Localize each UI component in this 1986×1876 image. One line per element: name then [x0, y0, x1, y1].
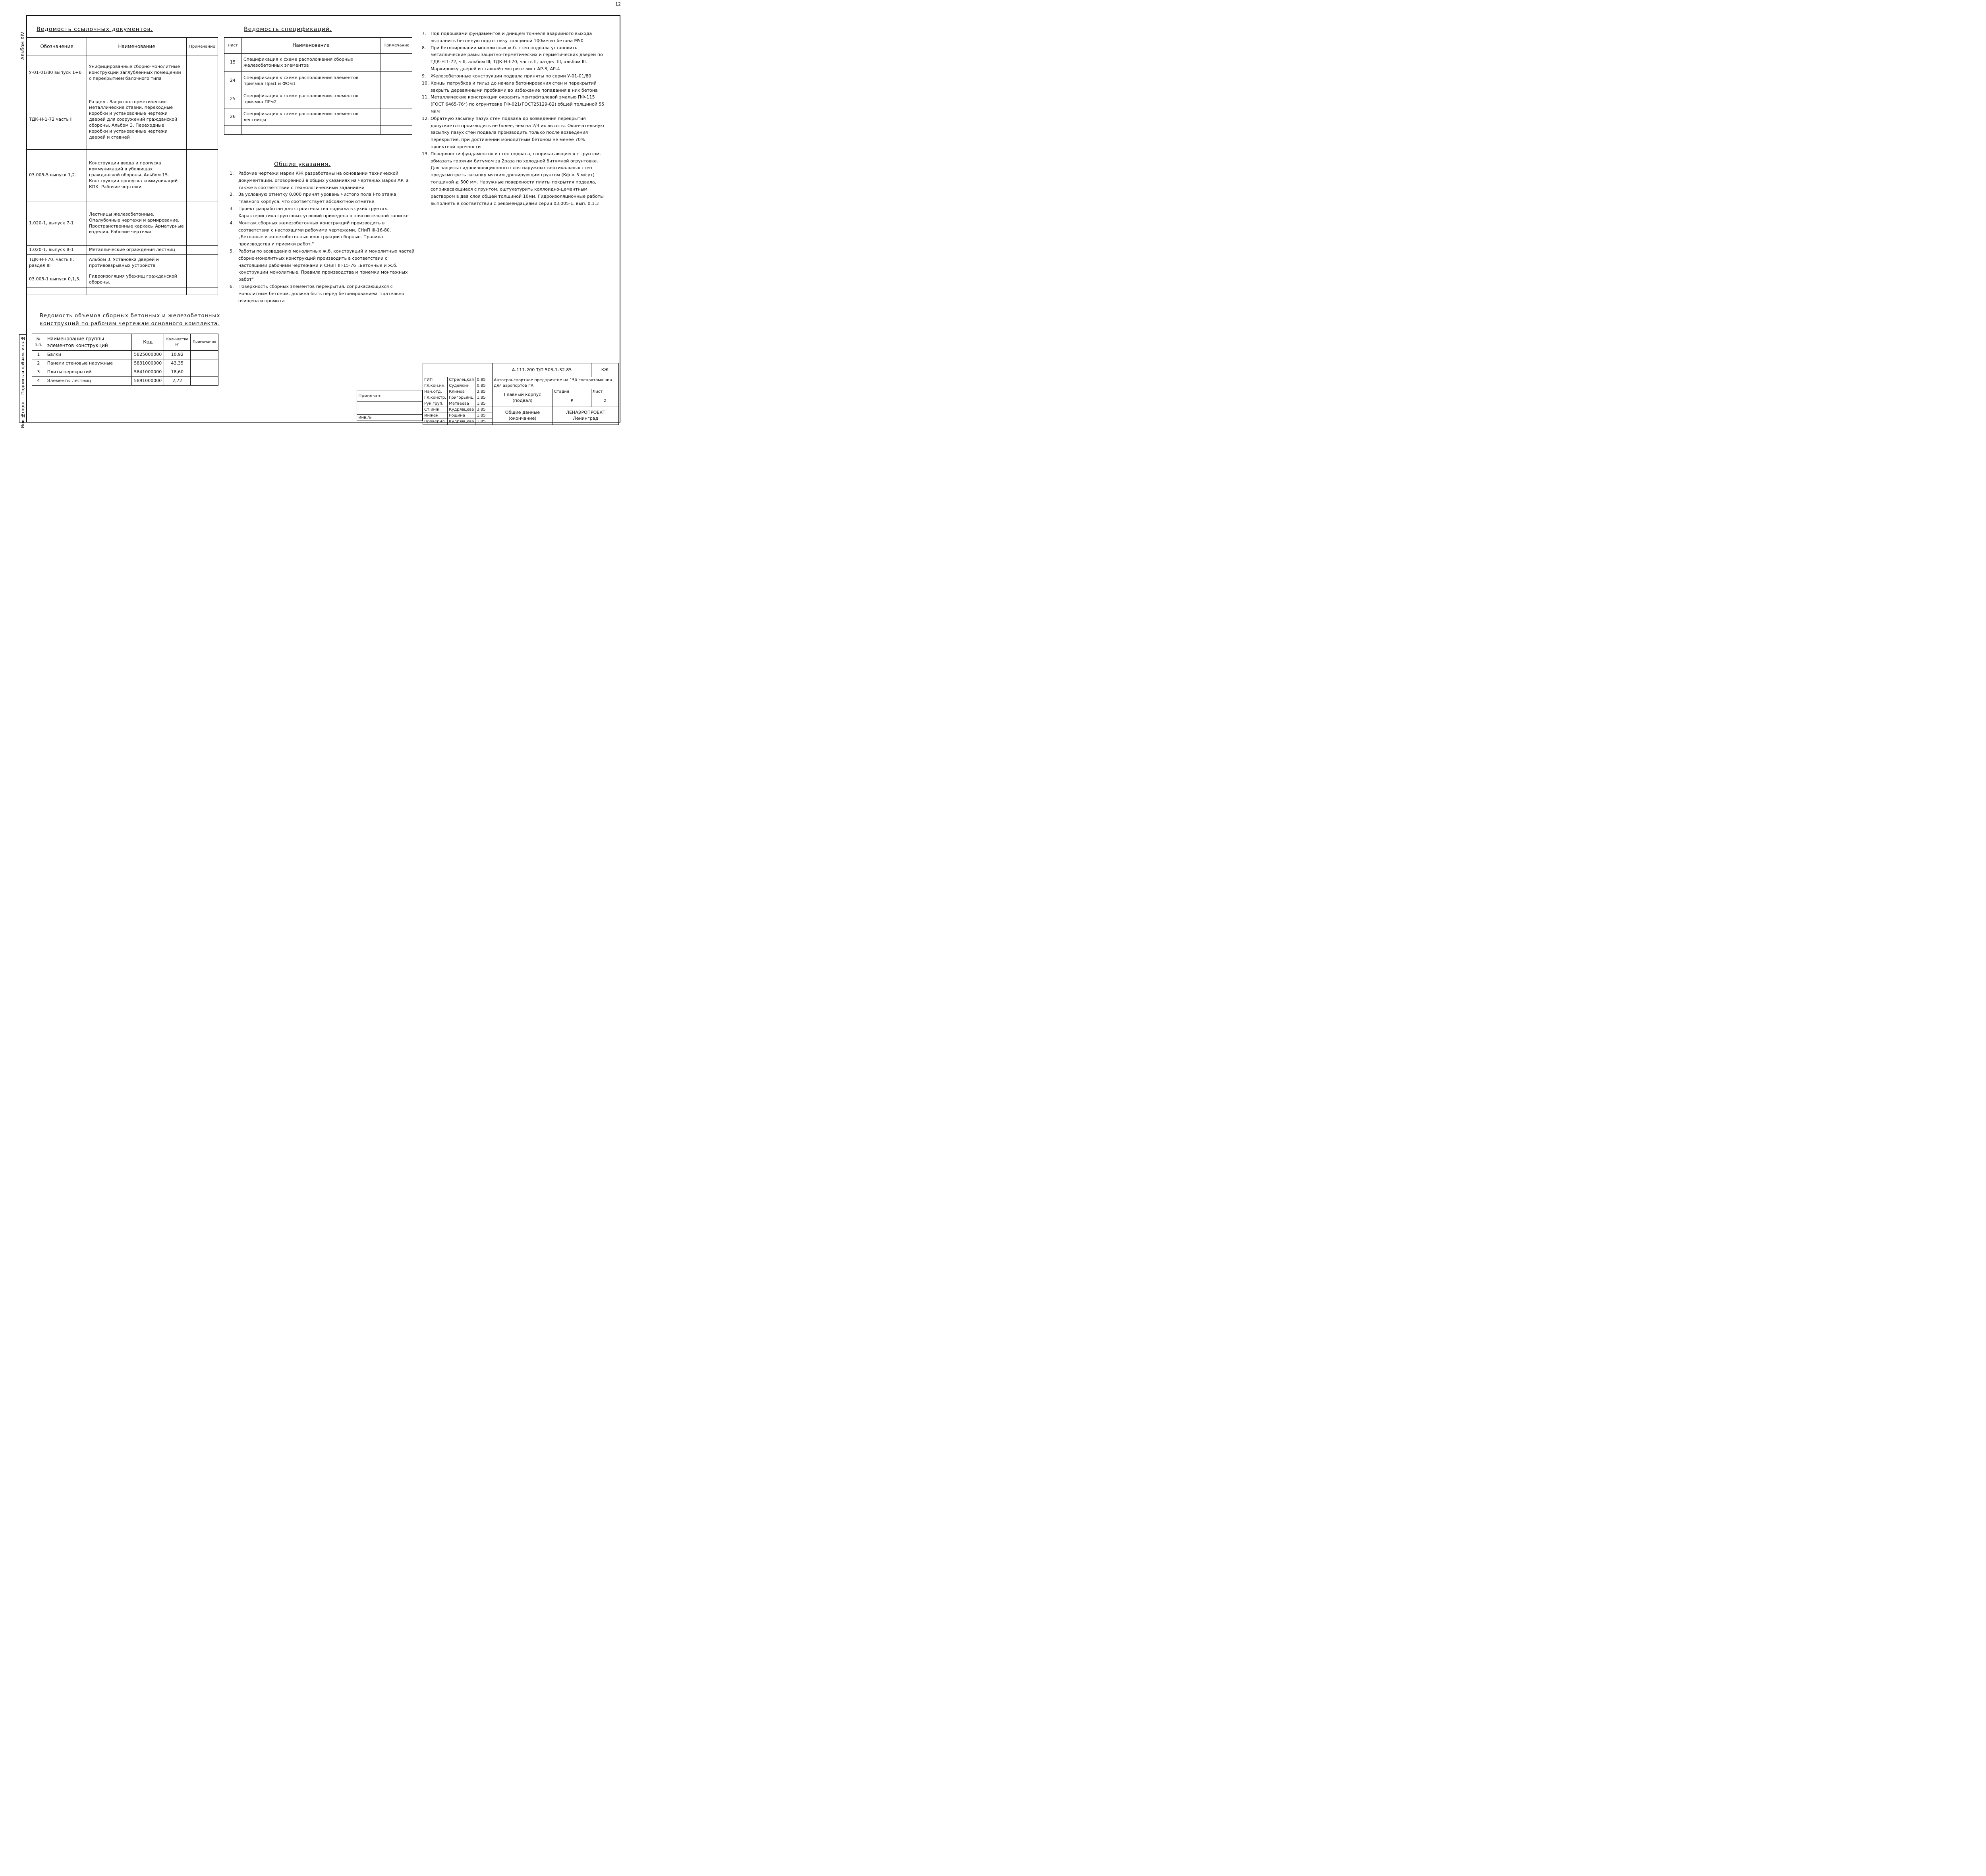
ref-code: 03.005-5 выпуск 1,2. [27, 150, 87, 201]
note-item: 13. Поверхности фундаментов и стен подвала, соприкасающиеся с грунтом, обмазать горячим битумом за 2раза по холодной битумной огрунтовке. Для защиты гидроизоляционного слоя наружных вертикальных стен предусмотреть засыпку мягким дренирующим грунтом (Кф > 5 м/сут) толщиной ≥ 500 мм. Наружные поверхности плиты покрытия подвала, соприкасающиеся с грунтом, оштукатурить коллоидно-цементным раствором в два слоя общей толщиной 10мм. Гидроизоляционные работы выполнять в соответствии с рекомендациями серии 03.005-1, вып. 0,1,3 [422, 151, 604, 206]
note-item: 2. За условную отметку 0.000 принят уровень чистого пола I-го этажа главного корпуса, что соответствует абсолютной отметке [230, 192, 396, 205]
volume-n: 2 [32, 359, 45, 368]
volumes-header: Наименование группы элементов конструкций [45, 334, 132, 351]
volume-n: 3 [32, 368, 45, 377]
note-item: 7. Под подошвами фундаментов и днищем тоннеля аварийного выхода выполнить бетонную подготовку толщиной 100мм из бетона М50 [422, 31, 592, 43]
ref-code: 1.020-1, выпуск 7-1 [27, 201, 87, 246]
volume-code: 5831000000 [132, 359, 164, 368]
privyazan-block [357, 390, 423, 421]
ref-code: 03.005-1 выпуск 0,1,3. [27, 271, 87, 288]
ref-name: Лестницы железобетонные, Опалубочные чертежи и армирование. Пространственные каркасы Арматурные изделия. Рабочие чертежи [87, 201, 187, 246]
note-item: 8. При бетонировании монолитных ж.б. стен подвала установить металлические рамы защитно-герметических и герметических дверей по ТДК-Н-1-72, ч.II, альбом III; ТДК-Н-I-70, часть II, раздел III, альбом III. Маркировку дверей и ставней смотрите лист АР-3, АР-4 [422, 45, 603, 72]
album-label: Альбом XIV [20, 32, 25, 60]
specs-header: Лист [224, 38, 241, 54]
building-name: Главный корпус (подвал) [493, 389, 553, 407]
ref-code: ТДК-Н-I-70, часть II, раздел III [27, 255, 87, 271]
volume-code: 5841000000 [132, 368, 164, 377]
doc-code: А-111-200 Т/П 503-1-32.85 [493, 363, 591, 377]
volumes-header: № п.п. [32, 334, 45, 351]
volume-n: 1 [32, 351, 45, 359]
side-stamp [19, 334, 27, 428]
spec-name: Спецификация к схеме расположения элементов приямка Прм1 и ФОм1 [241, 72, 381, 90]
note-item: 10. Концы патрубков и гильз до начала бетонирования стен и перекрытий закрыть деревянными пробками во избежание попадания в них бетона [422, 80, 598, 93]
doc-mark: КЖ [591, 363, 618, 377]
project-name: Автотранспортное предприятие на 150 спецавтомашин для аэропортов ГА [493, 377, 619, 389]
note-item: 6. Поверхность сборных элементов перекрытия, соприкасающихся с монолитным бетоном, должна быть перед бетонированием тщательно очищена и промыта [230, 284, 404, 303]
volumes-header: Код [132, 334, 164, 351]
volumes-header: Примечание [191, 334, 218, 351]
refs-header: Обозначение [27, 38, 87, 56]
refs-header: Примечание [187, 38, 218, 56]
page-number: 12 [615, 2, 621, 7]
specs-table [224, 37, 412, 135]
spec-sheet: 15 [224, 54, 241, 72]
ref-code: ТДК-Н-1-72 часть II [27, 90, 87, 150]
organization: ЛЕНАЭРОПРОЕКТ Ленинград [553, 407, 618, 425]
spec-name: Спецификация к схеме расположения элементов приямка ПРм2 [241, 90, 381, 108]
ref-name: Металлические ограждения лестниц [87, 246, 187, 255]
note-item: 9. Железобетонные конструкции подвала приняты по серии У-01-01/80 [422, 73, 591, 79]
note-item: 5. Работы по возведению монолитных ж.б. конструкций и монолитных частей сборно-монолитных конструкций производить в соответствии с настоящими рабочими чертежами и СНиП III-15-76 „Бетонные и ж.б. конструкции монолитные. Правила производства и приемки монтажных работ" [230, 248, 415, 282]
note-item: 4. Монтаж сборных железобетонных конструкций производить в соответствии с настоящими рабочими чертежами, СНиП III-16-80. „Бетонные и железобетонные конструкции сборные. Правила производства и приемки работ." [230, 220, 391, 247]
spec-sheet: 25 [224, 90, 241, 108]
sheet-title: Общие данные (окончание) [493, 407, 553, 425]
volume-name: Элементы лестниц [45, 377, 132, 386]
volume-n: 4 [32, 377, 45, 386]
note-item: 12. Обратную засыпку пазух стен подвала до возведения перекрытия допускается производить не более, чем на 2/3 их высоты. Окончательную засыпку пазух стен подвала производить только после возведения перекрытия, при достижении монолитным бетоном не менее 70% проектной прочности [422, 116, 604, 149]
note-item: 3. Проект разработан для строительства подвала в сухих грунтах. Характеристика грунтовых условий приведена в пояснительной записке [230, 206, 409, 218]
title-block: А-111-200 Т/П 503-1-32.85 КЖ ГИП Стрелецкая 0.85 Автотранспортное предприятие на 150 спецавтомашин для аэропортов ГА Гл.кон.ин. Судейкин 0.85 Нач.отд. Климов 2.85 Главный корпус (подвал) Стадия Лист Гл.констр. Григорьянц 1.85 Р 2 Рук.груп. Матвеева 1.85 Ст.инж. Кудрявцева 3.85 Общие данные (окончание) ЛЕНАЭРОПРОЕКТ Ленинград Инжен. Рощина 1.85 Проверил Кудрявцева 1.85 [423, 363, 619, 425]
volume-qty: 10,92 [164, 351, 191, 359]
general-notes-right [422, 30, 605, 207]
refs-table [27, 37, 218, 295]
volumes-title: Ведомость объемов сборных бетонных и железобетонных конструкций по рабочим чертежам основного комплекта. [40, 313, 220, 327]
specs-title: Ведомость спецификаций. [244, 26, 332, 33]
specs-header: Наименование [241, 38, 381, 54]
inv-label: Инв.№ [357, 414, 423, 421]
general-notes-left [230, 170, 416, 304]
volume-code: 5891000000 [132, 377, 164, 386]
ref-name: Раздел - Защитно-герметические металлические ставни, переходные коробки и установочные чертежи дверей для сооружений гражданской обороны. Альбом 3. Переходные коробки и установочные чертежи дверей и ставней [87, 90, 187, 150]
spec-name: Спецификация к схеме расположения элементов лестницы [241, 108, 381, 126]
volumes-table [32, 334, 218, 386]
volume-name: Панели стеновые наружные [45, 359, 132, 368]
spec-sheet: 26 [224, 108, 241, 126]
ref-name: Альбом 3. Установка дверей и противовзрывных устройств [87, 255, 187, 271]
volume-qty: 43,35 [164, 359, 191, 368]
volume-qty: 2,72 [164, 377, 191, 386]
refs-title: Ведомость ссылочных документов. [37, 26, 153, 33]
ref-name: Унифицированные сборно-монолитные конструкции заглубленных помещений с перекрытием балочного типа [87, 56, 187, 90]
volumes-header: Количество м³ [164, 334, 191, 351]
volume-code: 5825000000 [132, 351, 164, 359]
specs-header: Примечание [381, 38, 412, 54]
ref-name: Конструкции ввода и пропуска коммуникаций в убежищах гражданской обороны. Альбом 15. Конструкции пропуска коммуникаций КПК. Рабочие чертежи [87, 150, 187, 201]
side-stamp-item: Инв.№подл. [20, 400, 25, 428]
refs-header: Наименование [87, 38, 187, 56]
spec-name: Спецификация к схеме расположения сборных железобетонных элементов [241, 54, 381, 72]
side-stamp-item: Подпись и дата [20, 359, 25, 395]
volume-name: Балки [45, 351, 132, 359]
note-item: 1. Рабочие чертежи марки КЖ разработаны на основании технической документации, оговоренной в общих указаниях на чертежах марки АР, а также в соответствии с технологическими заданиями [230, 171, 409, 190]
ref-name: Гидроизоляция убежищ гражданской обороны. [87, 271, 187, 288]
privyazan-label: Привязан: [357, 390, 423, 402]
general-title: Общие указания. [274, 161, 331, 168]
volume-name: Плиты перекрытий [45, 368, 132, 377]
volume-qty: 18,60 [164, 368, 191, 377]
sheet-value: 2 [591, 395, 618, 407]
side-stamp-item: Взам. инв.№ [20, 336, 25, 365]
ref-code: 1.020-1, выпуск 8-1 [27, 246, 87, 255]
note-item: 11. Металлические конструкции окрасить пентафталевой эмалью ПФ-115 (ГОСТ 6465-76*) по огрунтовке ГФ-021(ГОСТ25129-82) общей толщиной 55 мкм [422, 95, 605, 114]
spec-sheet: 24 [224, 72, 241, 90]
ref-code: У-01-01/80 выпуск 1÷6 [27, 56, 87, 90]
stage-value: Р [553, 395, 591, 407]
